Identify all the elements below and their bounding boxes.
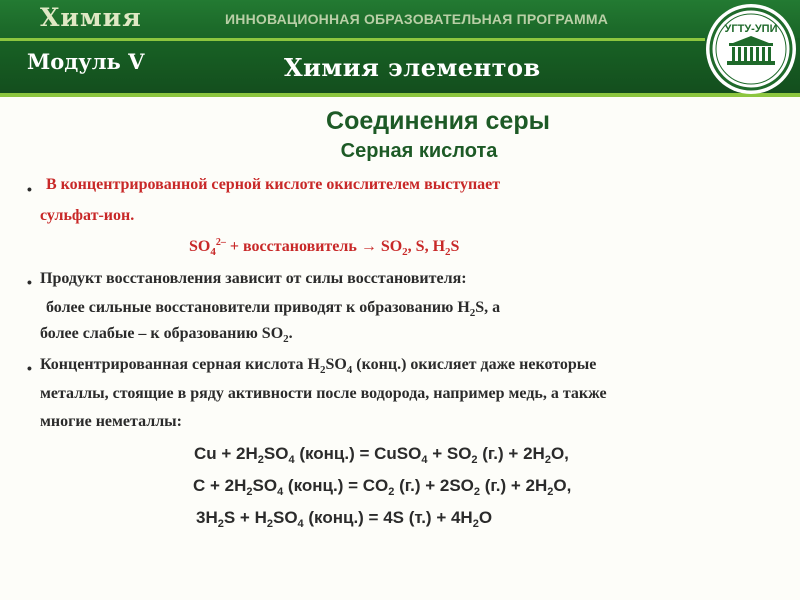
header-divider [0, 38, 705, 41]
header-bottom-line [0, 93, 800, 97]
equation-hydrogen-sulfide: $3H_2S + H_2SO_4$ (конц.) = 4S $(т.) + 4H_2O$ [196, 508, 493, 530]
slide-title: Соединения серы [326, 107, 550, 135]
logo-text: УГТУ-УПИ [724, 23, 778, 35]
bullet3-line2: металлы, стоящие в ряду активности после водорода, например медь, а также [40, 385, 607, 402]
section-title: Химия элементов [284, 53, 541, 82]
bullet-marker: • [27, 360, 32, 376]
sulfate-reduction-equation: $SO_4^{2-}$ + восстановитель → $SO_2$, S, $H_2S$ [189, 237, 460, 258]
university-logo [705, 3, 797, 95]
bullet3-line1: Концентрированная серная кислота $H_2SO_4$ (конц.) окисляет даже некоторые [40, 356, 597, 376]
equation-carbon: $C + 2H_2SO_4$ (конц.) = $CO_2$ $(г.) + 2SO_2$ $(г.) + 2H_2O$, [193, 476, 572, 498]
bullet2-line2: более сильные восстановители приводят к образованию $H_2S$, а [46, 299, 501, 319]
slide-subtitle: Серная кислота [340, 140, 498, 162]
module-label: Модуль V [27, 49, 145, 74]
bullet3-line3: многие неметаллы: [40, 413, 182, 430]
bullet-marker: • [27, 181, 32, 197]
bullet1-line2: сульфат-ион. [40, 207, 135, 224]
bullet-marker: • [27, 274, 32, 290]
bullet1-line1: В концентрированной серной кислоте окислителем выступает [46, 176, 501, 193]
bullet2-line1: Продукт восстановления зависит от силы восстановителя: [40, 270, 467, 287]
program-title: ИННОВАЦИОННАЯ ОБРАЗОВАТЕЛЬНАЯ ПРОГРАММА [225, 11, 609, 27]
subject-title: Химия [40, 3, 142, 32]
bullet2-line3: более слабые – к образованию $SO_2$. [40, 325, 293, 345]
equation-copper: $Cu + 2H_2SO_4$ (конц.) = CuSO$_4$ + $SO_2$ $(г.) + 2H_2O$, [194, 444, 569, 466]
header-bar [0, 0, 800, 96]
